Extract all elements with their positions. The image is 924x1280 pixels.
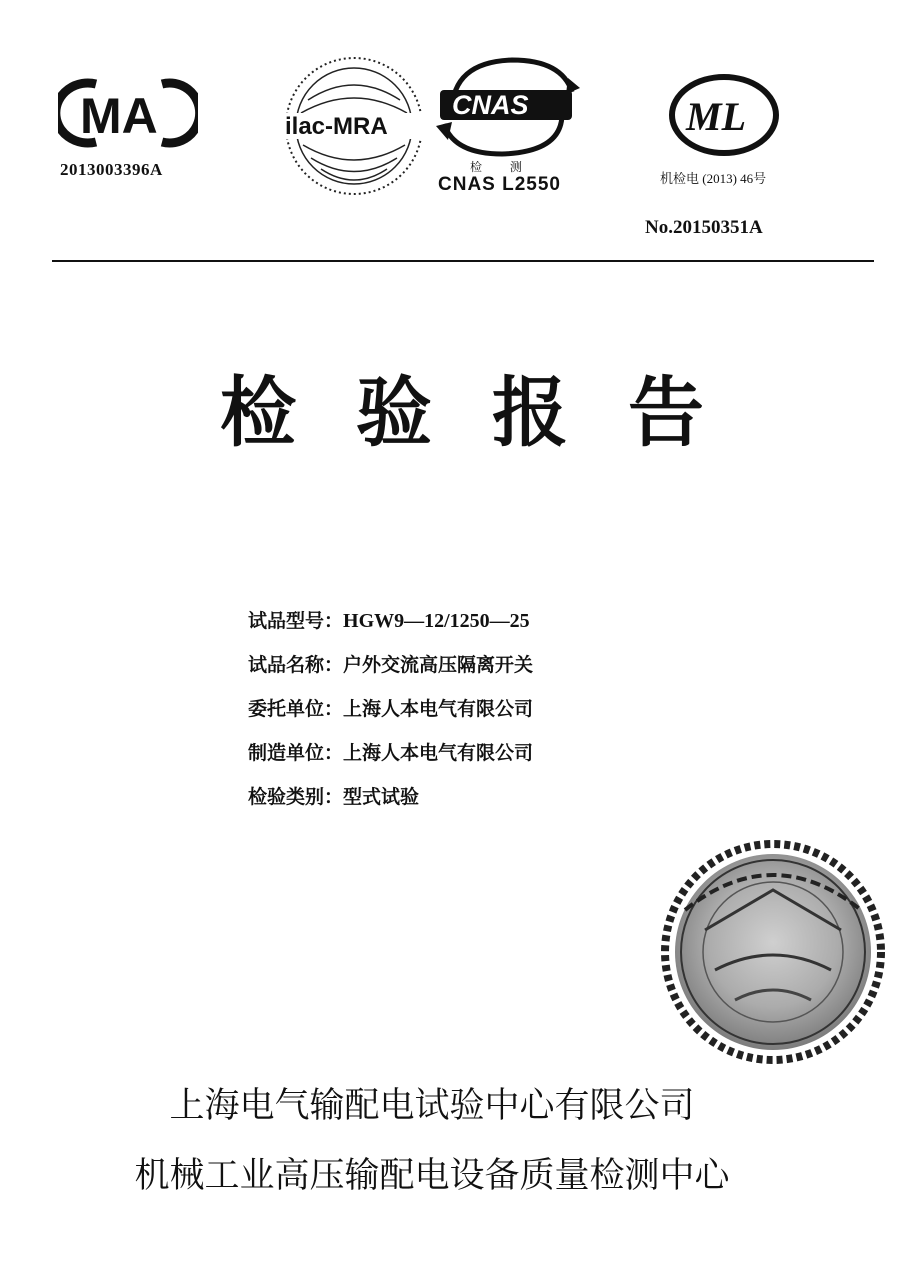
field-value: HGW9—12/1250—25	[343, 610, 530, 632]
svg-text:CNAS: CNAS	[452, 90, 529, 120]
cnas-code: CNAS L2550	[438, 174, 561, 195]
svg-text:ilac-MRA: ilac-MRA	[285, 113, 388, 140]
field-label: 试品型号：	[248, 610, 344, 632]
field-label: 检验类别：	[248, 786, 344, 808]
field-value: 型式试验	[343, 786, 420, 808]
field-test-type	[248, 782, 419, 809]
report-number: No.20150351A	[645, 217, 763, 238]
official-seal-icon	[645, 840, 895, 1070]
field-value: 上海人本电气有限公司	[343, 742, 534, 764]
ilac-mra-logo-icon	[283, 55, 425, 197]
org-name-primary: 上海电气输配电试验中心有限公司	[169, 1086, 695, 1126]
field-manufacturer	[248, 738, 533, 765]
header-divider	[52, 260, 874, 262]
document-title: 检验报告	[220, 368, 764, 457]
field-label: 委托单位：	[248, 698, 344, 720]
field-label: 制造单位：	[248, 742, 344, 764]
field-client	[248, 694, 533, 721]
svg-text:ML: ML	[686, 94, 746, 139]
org-name-secondary: 机械工业高压输配电设备质量检测中心	[134, 1156, 730, 1196]
field-value: 户外交流高压隔离开关	[343, 654, 534, 676]
ml-logo-icon	[668, 72, 780, 158]
field-sample-name	[248, 650, 533, 677]
cnas-logo-icon	[432, 52, 582, 162]
field-sample-model	[248, 606, 530, 633]
field-value: 上海人本电气有限公司	[343, 698, 534, 720]
svg-text:MA: MA	[80, 88, 158, 144]
ml-code: 机检电 (2013) 46号	[660, 171, 767, 186]
cnas-sub-label: 检 测	[470, 160, 534, 174]
field-label: 试品名称：	[248, 654, 344, 676]
cma-code: 2013003396A	[60, 160, 163, 179]
cma-logo-icon	[58, 78, 198, 148]
